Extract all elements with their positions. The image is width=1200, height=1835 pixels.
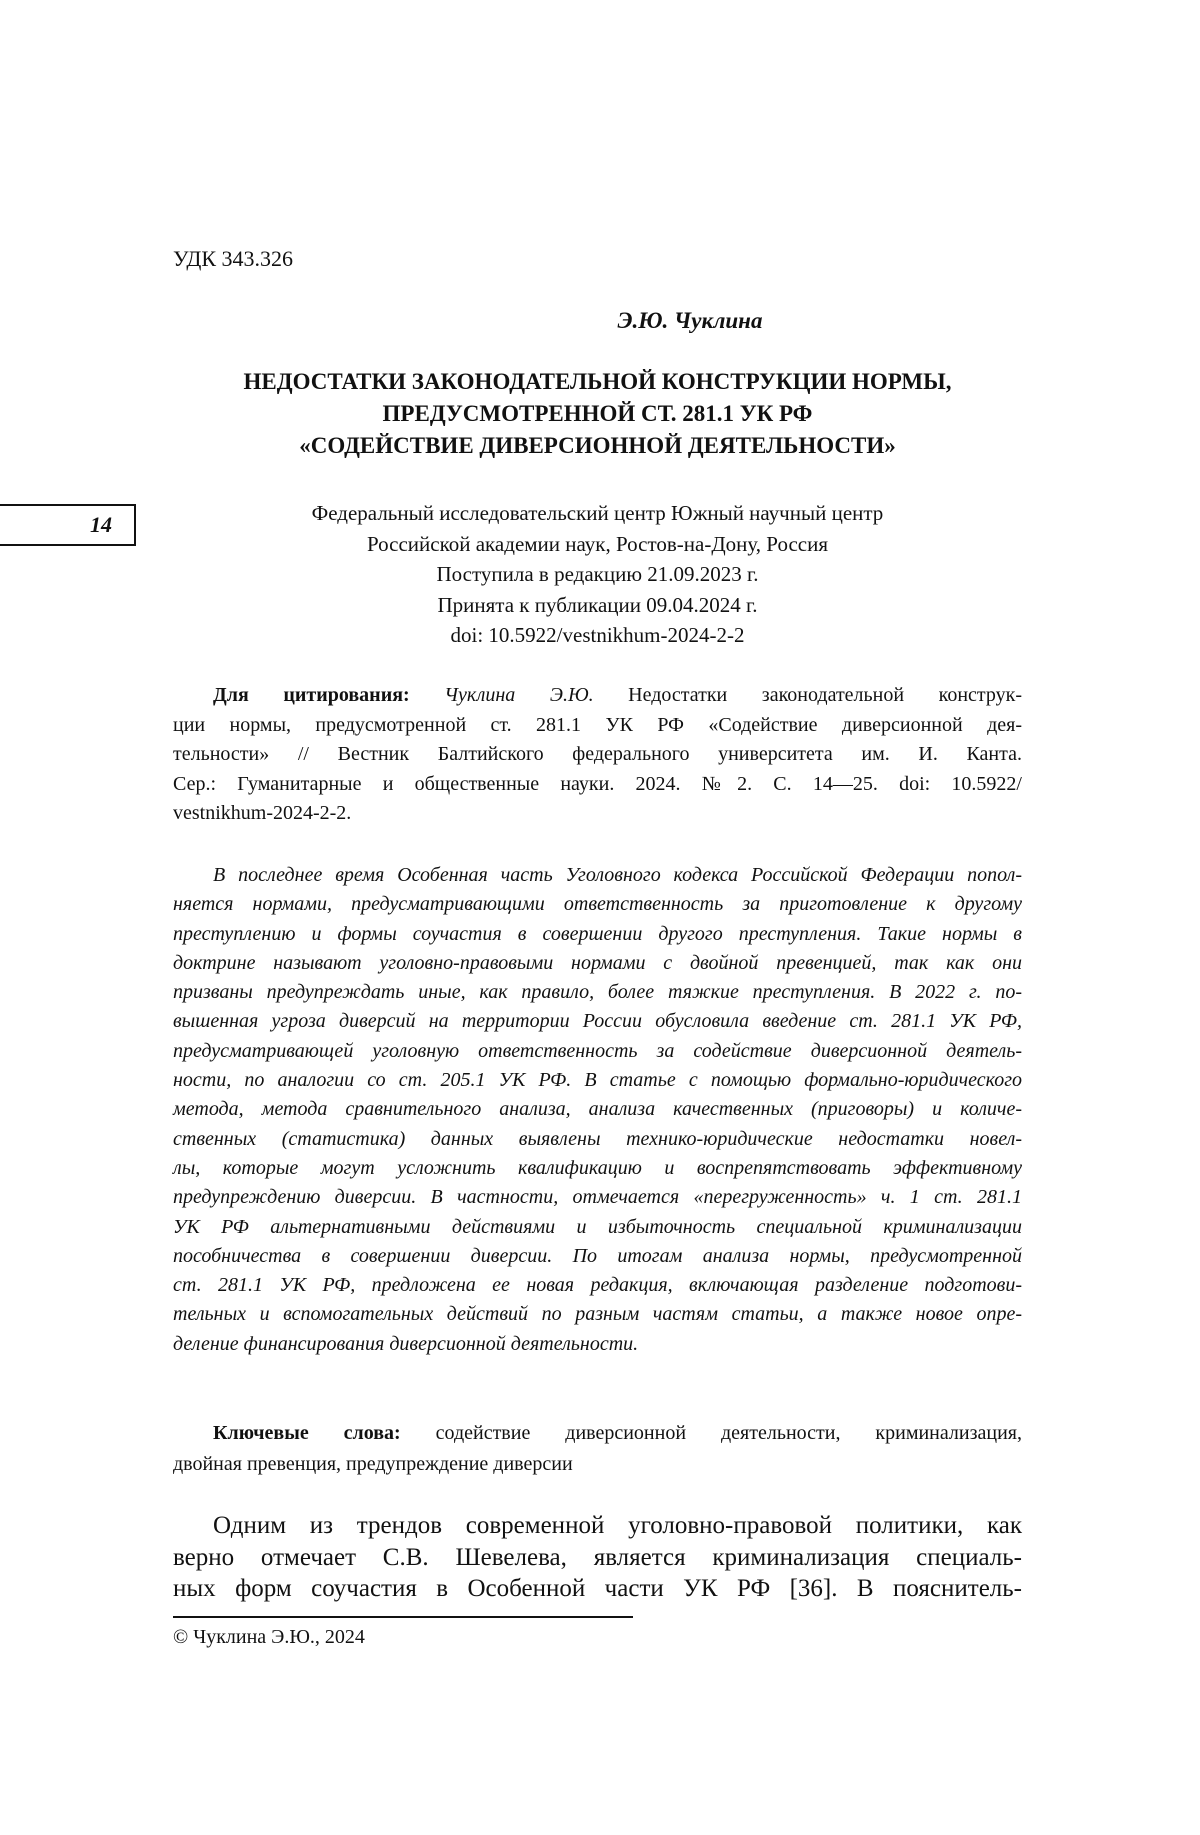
page-number: 14 (90, 512, 112, 537)
abstract-line: деление финансирования диверсионной деятельности. (173, 1332, 639, 1355)
abstract-line: доктрине называют уголовно-правовыми нормами с двойной превенцией, так как они (173, 951, 1022, 974)
abstract-line: ности, по аналогии со ст. 205.1 УК РФ. В статье с помощью формально-юридического (173, 1069, 1022, 1092)
abstract-line: преступлению и формы соучастия в совершении другого преступления. Такие нормы в (173, 922, 1022, 945)
title-line: «СОДЕЙСТВИЕ ДИВЕРСИОННОЙ ДЕЯТЕЛЬНОСТИ» (299, 433, 896, 458)
body-line: верно отмечает С.В. Шевелева, является криминализация специаль- (173, 1543, 1022, 1571)
footnote-divider (173, 1616, 633, 1618)
citation-line: Недостатки законодательной конструк- (593, 684, 1022, 706)
abstract-line: вышенная угроза диверсий на территории России обусловила введение ст. 281.1 УК РФ, (173, 1010, 1022, 1033)
abstract-line: метода, метода сравнительного анализа, анализа качественных (приговоры) и количе- (173, 1098, 1022, 1121)
affiliation-block (173, 498, 1022, 651)
citation-author: Чуклина Э.Ю. (444, 684, 594, 706)
body-line: ных форм соучастия в Особенной части УК РФ [36]. В пояснитель- (173, 1575, 1022, 1602)
page-number-box (0, 504, 136, 546)
keywords-text: двойная превенция, предупреждение диверсии (173, 1453, 573, 1475)
abstract-line: УК РФ альтернативными действиями и избыточность специальной криминализации (173, 1215, 1022, 1238)
citation-line: тельности» // Вестник Балтийского федерального университета им. И. Канта. (173, 743, 1022, 765)
doi: doi: 10.5922/vestnikhum-2024-2-2 (450, 623, 745, 647)
title-line: ПРЕДУСМОТРЕННОЙ СТ. 281.1 УК РФ (382, 401, 813, 426)
title-line: НЕДОСТАТКИ ЗАКОНОДАТЕЛЬНОЙ КОНСТРУКЦИИ НОРМЫ, (243, 369, 952, 394)
body-line: Одним из трендов современной уголовно-правовой политики, как (213, 1512, 1022, 1539)
body-text (173, 1510, 1022, 1605)
keywords-label: Ключевые слова: (213, 1422, 401, 1444)
abstract-line: призваны предупреждать иные, как правило, более тяжкие преступления. В 2022 г. по- (173, 981, 1022, 1004)
abstract-line: предусматривающей уголовную ответственность за содействие диверсионной деятель- (173, 1039, 1022, 1062)
copyright: © Чуклина Э.Ю., 2024 (173, 1626, 365, 1648)
accepted-date: Принята к публикации 09.04.2024 г. (437, 592, 758, 617)
author-name: Э.Ю. Чуклина (617, 308, 763, 333)
article-title (173, 366, 1022, 462)
citation-line: vestnikhum-2024-2-2. (173, 802, 352, 824)
abstract (173, 861, 1022, 1359)
citation-label: Для цитирования: (213, 684, 410, 706)
affiliation-line: Федеральный исследовательский центр Южный научный центр (311, 501, 884, 525)
received-date: Поступила в редакцию 21.09.2023 г. (436, 562, 759, 586)
abstract-line: пособничества в совершении диверсии. По итогам анализа нормы, предусмотренной (173, 1244, 1022, 1267)
abstract-line: ст. 281.1 УК РФ, предложена ее новая редакция, включающая разделение подготови- (173, 1274, 1022, 1297)
affiliation-line: Российской академии наук, Ростов-на-Дону, Россия (366, 531, 829, 556)
abstract-line: тельных и вспомогательных действий по разным частям статьи, а также новое опре- (173, 1303, 1022, 1326)
keywords-block (173, 1418, 1022, 1480)
abstract-line: ственных (статистика) данных выявлены технико-юридические недостатки новел- (173, 1127, 1022, 1150)
udk-code: УДК 343.326 (173, 246, 294, 271)
abstract-line: лы, которые могут усложнить квалификацию и воспрепятствовать эффективному (173, 1156, 1022, 1179)
abstract-line: предупреждению диверсии. В частности, отмечается «перегруженность» ч. 1 ст. 281.1 (173, 1186, 1022, 1209)
abstract-line: В последнее время Особенная часть Уголовного кодекса Российской Федерации попол- (213, 864, 1022, 886)
abstract-line: няется нормами, предусматривающими ответственность за приготовление к другому (173, 893, 1022, 916)
keywords-text: содействие диверсионной деятельности, криминализация, (400, 1422, 1023, 1444)
citation-line: Сер.: Гуманитарные и общественные науки. 2024. №2. С. 14—25. doi: 10.5922/ (173, 772, 1022, 795)
citation-block (173, 681, 1022, 829)
citation-line: ции нормы, предусмотренной ст. 281.1 УК РФ «Содействие диверсионной дея- (173, 713, 1022, 736)
